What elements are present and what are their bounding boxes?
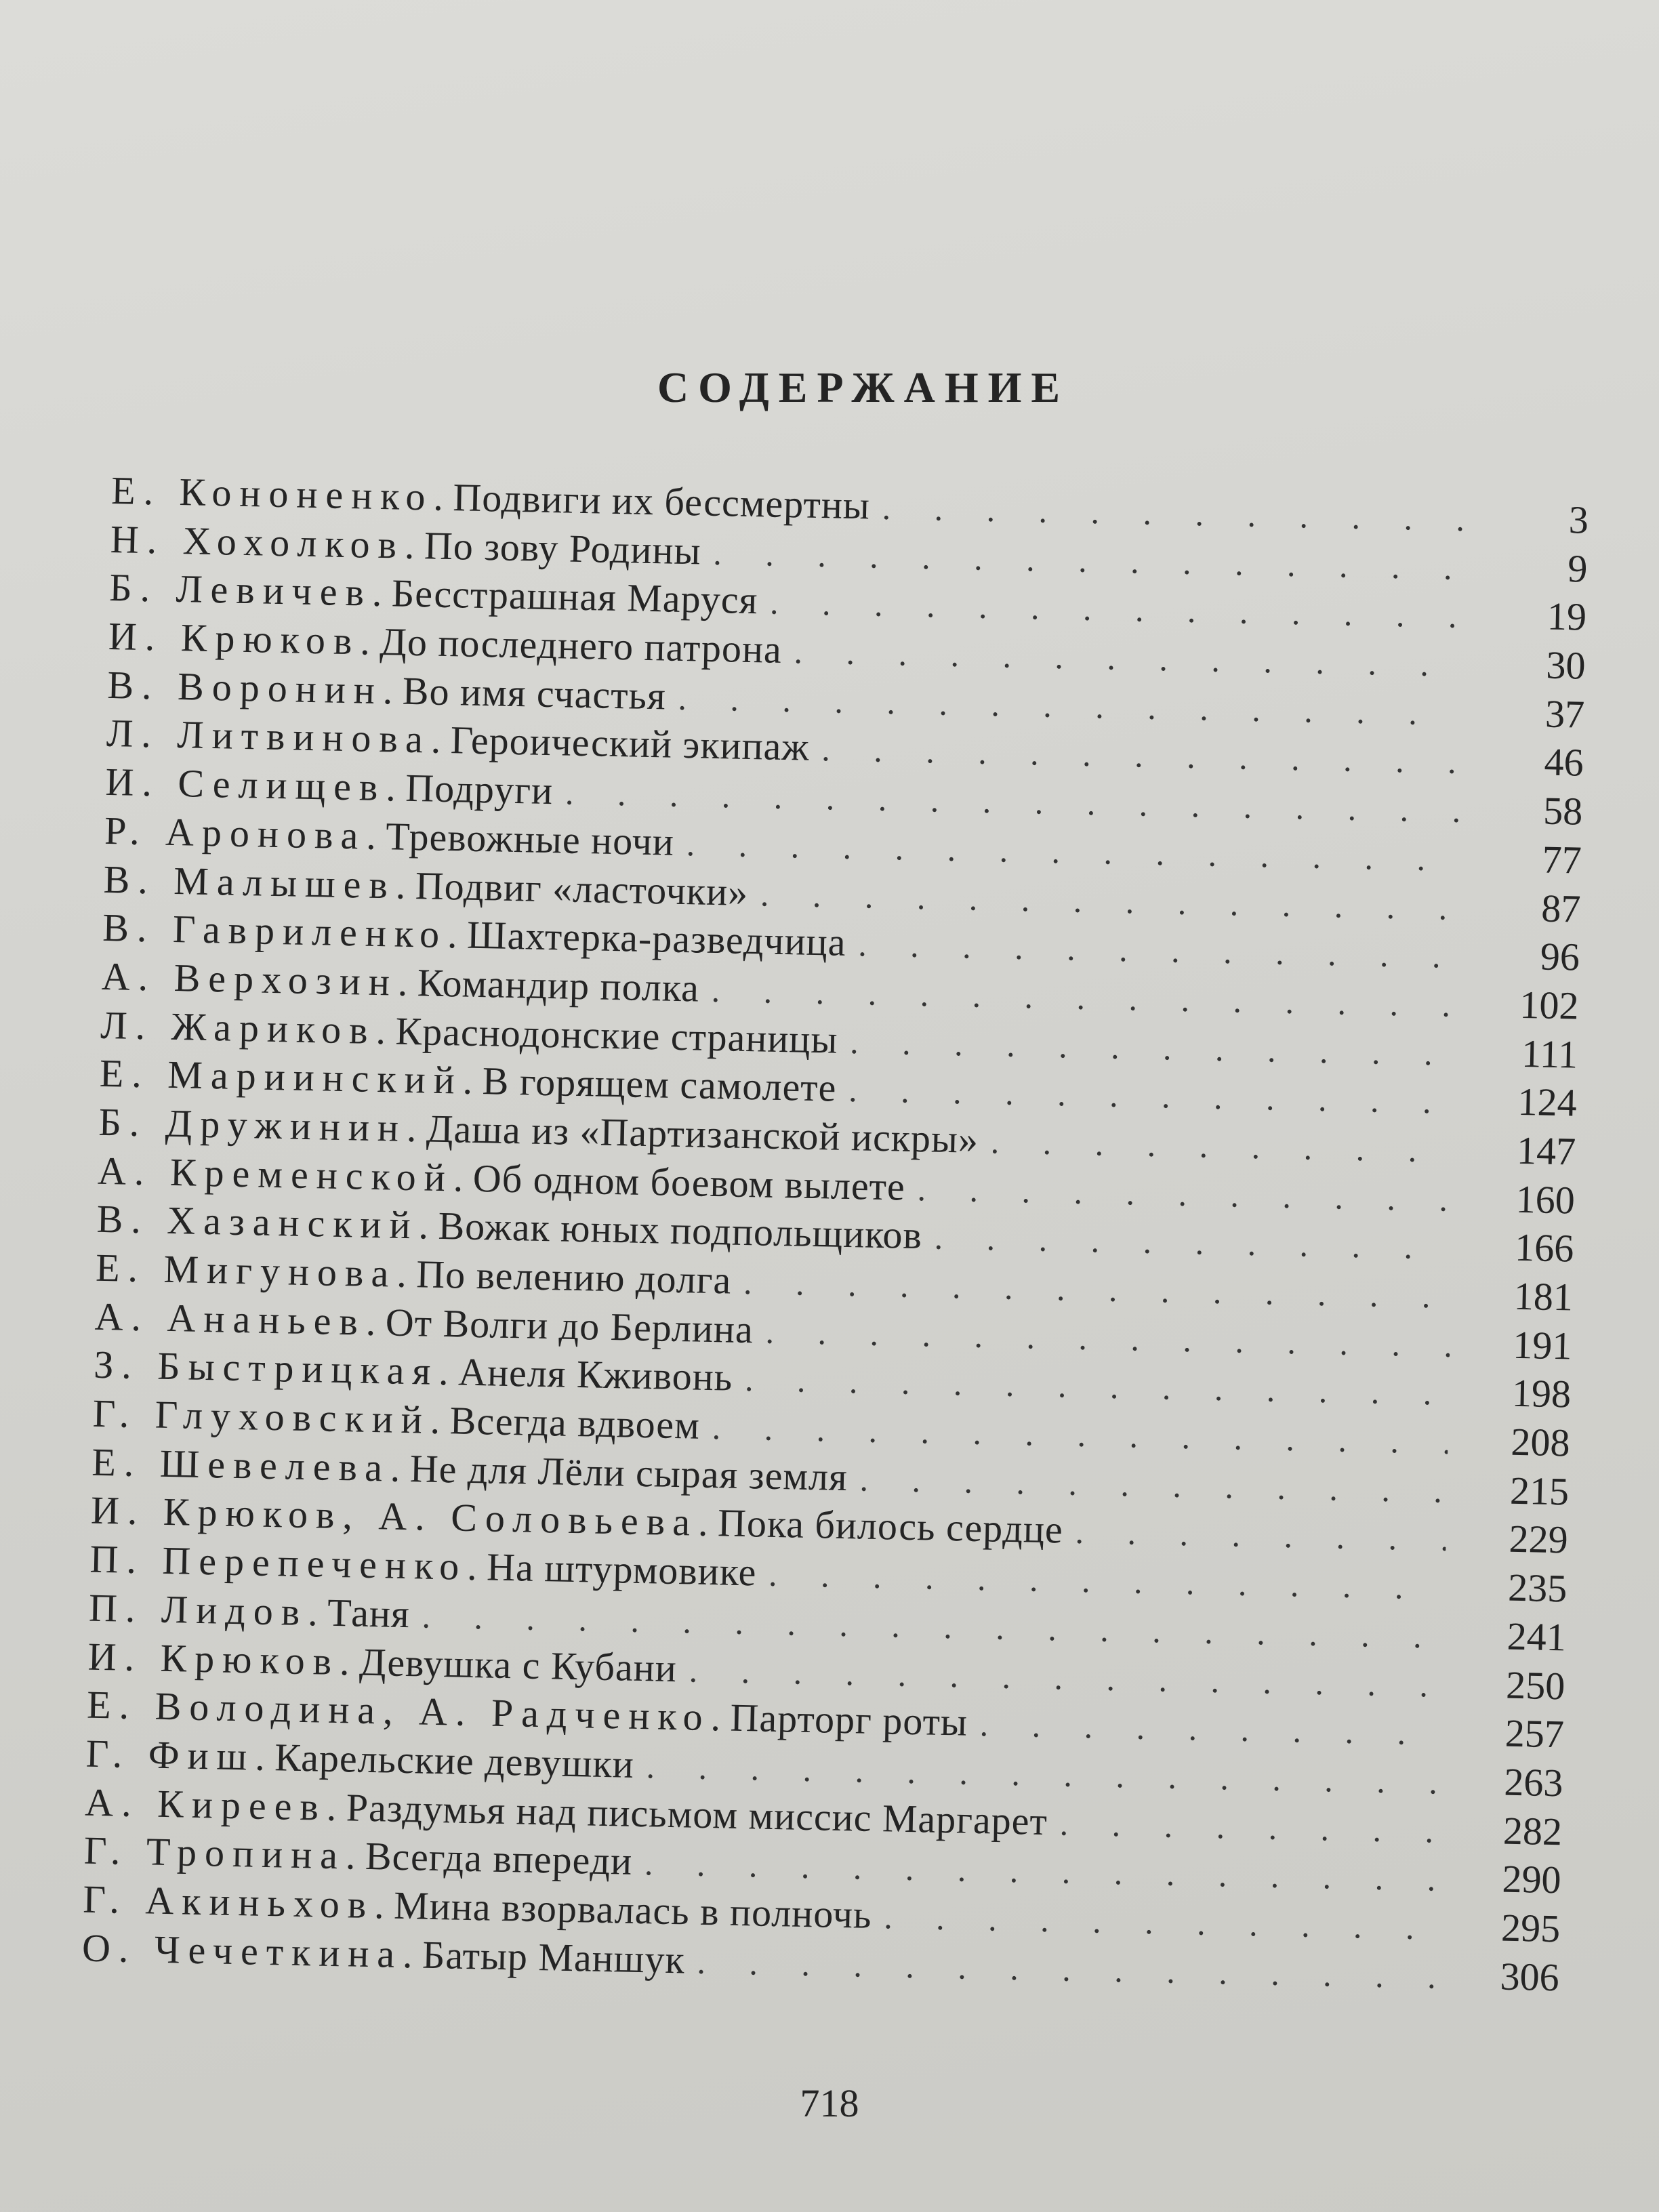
entry-title: Шахтерка-разведчица <box>466 912 847 965</box>
toc-entry: З. Быстрицкая . Анеля Кживонь . . . 198 <box>94 1340 1572 1418</box>
toc-entry: Е. Кононенко . Подвиги их бессмертны . . . 3 <box>111 466 1589 544</box>
entry-title: Таня <box>327 1590 411 1636</box>
entry-page: 3 <box>1568 497 1589 542</box>
entry-page: 235 <box>1507 1565 1568 1611</box>
entry-page: 77 <box>1542 837 1582 882</box>
entry-author: В. Воронин <box>106 662 384 712</box>
entry-title: Во имя счастья <box>402 668 667 718</box>
entry-title: Вожак юных подпольщиков <box>437 1204 923 1258</box>
entry-author: В. Хазанский <box>96 1197 419 1248</box>
entry-author: А. Киреев <box>84 1780 327 1829</box>
entry-author: Б. Левичев <box>108 565 373 615</box>
entry-title: Раздумья над письмом миссис Маргарет <box>346 1784 1048 1843</box>
entry-title: Подвиг «ласточки» <box>415 863 749 914</box>
entry-author: Б. Дружинин <box>98 1099 407 1150</box>
entry-author: И. Крюков, А. Соловьева <box>90 1488 699 1545</box>
entry-title: Даша из «Партизанской искры» <box>426 1106 979 1162</box>
toc-entry: Г. Фиш . Карельские девушки . . . 263 <box>85 1729 1563 1807</box>
entry-title: Всегда вдвоем <box>449 1398 701 1448</box>
toc-entry: Н. Хохолков . По зову Родины . . . 9 <box>110 515 1588 593</box>
entry-page: 191 <box>1512 1322 1573 1368</box>
entry-author: А. Ананьев <box>94 1294 367 1344</box>
entry-page: 290 <box>1501 1856 1562 1902</box>
entry-title: Командир полка <box>417 960 700 1010</box>
entry-title: Об одном боевом вылете <box>472 1155 906 1209</box>
entry-page: 282 <box>1502 1808 1563 1853</box>
entry-title: Всегда впереди <box>365 1834 633 1884</box>
entry-title: В горящем самолете <box>482 1059 838 1110</box>
entry-title: Пока билось сердце <box>717 1500 1064 1552</box>
entry-title: До последнего патрона <box>379 619 783 672</box>
toc-entry: Б. Левичев . Бесстрашная Маруся . . . 19 <box>109 563 1587 641</box>
toc-entry: П. Перепеченко . На штурмовике . . . 235 <box>89 1535 1568 1613</box>
dot-leader <box>1075 1508 1446 1564</box>
toc-entry: Е. Мигунова . По велению долга . . . 181 <box>96 1244 1574 1322</box>
entry-title: По велению долга <box>415 1252 732 1303</box>
entry-title: Анеля Кживонь <box>457 1349 733 1400</box>
entry-title: Батыр Маншук <box>422 1932 686 1982</box>
toc-entry: Е. Володина, А. Радченко . Парторг роты . . . 257 <box>87 1681 1565 1759</box>
entry-author: Л. Жариков <box>100 1002 377 1052</box>
entry-page: 263 <box>1503 1759 1564 1805</box>
entry-page: 166 <box>1514 1225 1574 1271</box>
toc-entry: П. Лидов . Таня . . . 241 <box>88 1583 1566 1661</box>
toc-entry: Б. Дружинин . Даша из «Партизанской искры» . . . 147 <box>98 1098 1576 1176</box>
entry-page: 30 <box>1545 642 1586 688</box>
entry-title: По зову Родины <box>424 523 702 573</box>
entry-title: Девушка с Кубани <box>359 1639 678 1690</box>
entry-author: Г. Акиньхов <box>82 1877 375 1927</box>
entry-author: В. Гавриленко <box>102 905 448 957</box>
entry-page: 160 <box>1515 1176 1576 1223</box>
page-title: СОДЕРЖАНИЕ <box>657 363 1070 411</box>
entry-title: Парторг роты <box>730 1695 968 1744</box>
toc-entry: Г. Тропина . Всегда впереди . . . 290 <box>83 1826 1561 1904</box>
toc-entry: В. Воронин . Во имя счастья . . . 37 <box>107 661 1585 739</box>
entry-page: 19 <box>1547 594 1587 640</box>
entry-author: Р. Аронова <box>104 808 367 858</box>
toc-entry: О. Чечеткина . Батыр Маншук . . . 306 <box>81 1923 1559 2001</box>
entry-title: Карельские девушки <box>274 1735 635 1786</box>
entry-page: 124 <box>1517 1080 1578 1125</box>
entry-title: Краснодонские страницы <box>394 1008 839 1062</box>
entry-author: Е. Мариинский <box>99 1051 464 1103</box>
entry-page: 87 <box>1540 885 1581 931</box>
entry-author: Л. Литвинова <box>106 711 432 762</box>
toc-entry: А. Верхозин . Командир полка . . . 102 <box>101 952 1579 1030</box>
toc-entry: А. Кременской . Об одном боевом вылете . . . 160 <box>97 1146 1575 1224</box>
table-of-contents <box>81 466 1589 2002</box>
entry-author: А. Кременской <box>97 1148 454 1200</box>
toc-entry: И. Селищев . Подруги . . . 58 <box>105 758 1583 836</box>
entry-page: 215 <box>1509 1468 1570 1514</box>
entry-title: Не для Лёли сырая земля <box>409 1446 848 1499</box>
entry-author: Г. Глуховский <box>92 1391 431 1442</box>
toc-entry: В. Хазанский . Вожак юных подпольщиков . . . 166 <box>96 1195 1574 1273</box>
dot-leader <box>1059 1799 1441 1856</box>
entry-author: Г. Тропина <box>83 1828 346 1878</box>
entry-page: 102 <box>1519 982 1580 1028</box>
entry-author: И. Селищев <box>105 760 387 810</box>
toc-entry: И. Крюков . До последнего патрона . . . 30 <box>108 612 1586 690</box>
entry-author: Н. Хохолков <box>110 516 405 567</box>
toc-entry: И. Крюков . Девушка с Кубани . . . 250 <box>87 1632 1565 1710</box>
entry-title: Тревожные ночи <box>385 814 675 864</box>
entry-page: 46 <box>1544 739 1584 785</box>
toc-entry: Л. Литвинова . Героический экипаж . . . 46 <box>106 709 1584 787</box>
entry-page: 37 <box>1544 691 1585 737</box>
entry-page: 181 <box>1513 1273 1574 1319</box>
dot-leader <box>979 1700 1442 1758</box>
toc-entry: А. Ананьев . От Волги до Берлина . . . 191 <box>94 1292 1572 1370</box>
entry-title: Бесстрашная Маруся <box>391 571 758 623</box>
toc-entry: И. Крюков, А. Соловьева . Пока билось сердце . . . 229 <box>90 1486 1568 1564</box>
entry-author: Е. Шевелева <box>91 1439 391 1490</box>
page-number: 718 <box>800 2081 859 2125</box>
entry-author: И. Крюков <box>87 1634 340 1683</box>
entry-title: Подвиги их бессмертны <box>452 475 871 528</box>
entry-title: Подруги <box>405 765 554 813</box>
entry-page: 147 <box>1516 1128 1576 1174</box>
toc-entry: Г. Глуховский . Всегда вдвоем . . . 208 <box>92 1389 1570 1467</box>
toc-entry: Л. Жариков . Краснодонские страницы . . . 111 <box>100 1000 1578 1078</box>
toc-entry: Е. Мариинский . В горящем самолете . . . 124 <box>99 1049 1577 1127</box>
entry-author: В. Малышев <box>103 857 396 907</box>
toc-entry: Г. Акиньхов . Мина взорвалась в полночь . . . 295 <box>83 1875 1561 1953</box>
entry-page: 250 <box>1505 1662 1565 1708</box>
entry-title: Героический экипаж <box>450 718 811 770</box>
toc-entry: А. Киреев . Раздумья над письмом миссис Маргарет . . . 282 <box>85 1778 1563 1856</box>
entry-page: 96 <box>1540 934 1580 979</box>
entry-page: 295 <box>1500 1905 1561 1951</box>
entry-page: 306 <box>1500 1954 1560 1999</box>
entry-page: 198 <box>1511 1371 1572 1416</box>
entry-author: А. Верхозин <box>101 954 398 1004</box>
entry-author: Г. Фиш <box>85 1731 255 1779</box>
entry-author: И. Крюков <box>108 614 361 663</box>
entry-page: 9 <box>1567 546 1589 591</box>
toc-entry: В. Малышев . Подвиг «ласточки» . . . 87 <box>103 855 1581 933</box>
entry-author: Е. Володина, А. Радченко <box>86 1682 712 1740</box>
entry-title: На штурмовике <box>486 1544 757 1595</box>
entry-page: 241 <box>1507 1614 1567 1660</box>
entry-page: 111 <box>1521 1031 1578 1077</box>
entry-title: Мина взорвалась в полночь <box>393 1883 873 1937</box>
entry-author: О. Чечеткина <box>81 1925 403 1976</box>
entry-page: 58 <box>1542 788 1583 834</box>
toc-entry: Р. Аронова . Тревожные ночи . . . 77 <box>104 806 1582 884</box>
entry-author: Е. Кононенко <box>110 468 434 519</box>
entry-author: П. Перепеченко <box>89 1536 468 1589</box>
entry-page: 229 <box>1508 1517 1569 1562</box>
entry-author: З. Быстрицкая <box>93 1343 439 1394</box>
entry-author: П. Лидов <box>88 1585 308 1634</box>
entry-page: 257 <box>1504 1711 1565 1757</box>
toc-entry: Е. Шевелева . Не для Лёли сырая земля . . . 215 <box>91 1437 1570 1515</box>
entry-author: Е. Мигунова <box>95 1245 398 1296</box>
toc-entry: В. Гавриленко . Шахтерка-разведчица . . . 96 <box>102 903 1580 981</box>
dot-leader <box>990 1118 1454 1175</box>
entry-title: От Волги до Берлина <box>385 1300 754 1351</box>
entry-page: 208 <box>1510 1419 1571 1465</box>
